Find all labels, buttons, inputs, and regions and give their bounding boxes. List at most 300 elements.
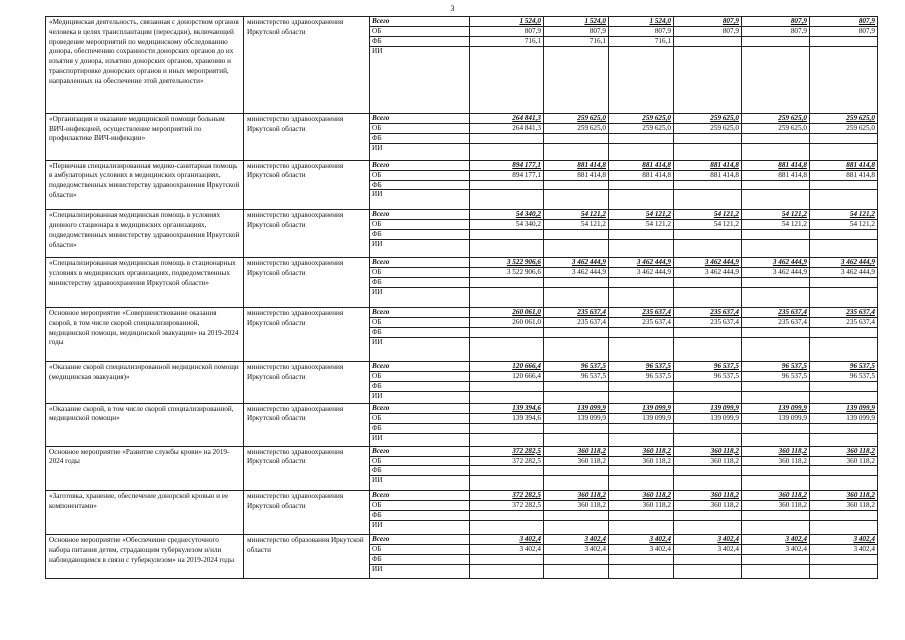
amount-value: 3 402,4 xyxy=(853,535,875,544)
amount-cell xyxy=(470,381,544,391)
amount-cell xyxy=(544,230,609,240)
funding-source-label: ОБ xyxy=(370,123,470,133)
amount-cell xyxy=(674,361,742,371)
amount-value: 259 625,0 xyxy=(577,113,606,122)
amount-cell xyxy=(674,180,742,190)
amount-cell xyxy=(470,337,544,361)
amount-cell xyxy=(544,36,609,46)
amount-cell xyxy=(810,381,878,391)
amount-cell xyxy=(742,17,810,27)
amount-cell xyxy=(544,545,609,555)
amount-cell xyxy=(544,27,609,37)
amount-cell xyxy=(742,413,810,423)
funding-source-label: ОБ xyxy=(370,268,470,278)
amount-value: 3 522 906,6 xyxy=(506,268,541,277)
amount-value: 259 625,0 xyxy=(642,123,671,132)
amount-cell xyxy=(609,308,674,318)
amount-cell xyxy=(810,371,878,381)
amount-cell xyxy=(609,403,674,413)
funding-source-label: ИИ xyxy=(370,240,470,258)
executor-name: министерство здравоохранения Иркутской области xyxy=(244,446,370,491)
amount-cell xyxy=(609,337,674,361)
amount-cell xyxy=(609,210,674,220)
amount-value: 235 637,4 xyxy=(846,308,875,317)
amount-value: 259 625,0 xyxy=(846,113,875,122)
amount-value: 360 118,2 xyxy=(710,491,739,500)
amount-cell xyxy=(674,555,742,565)
table-row xyxy=(46,491,878,501)
amount-cell xyxy=(544,501,609,511)
amount-cell xyxy=(544,403,609,413)
amount-cell xyxy=(810,545,878,555)
amount-cell xyxy=(609,491,674,501)
activity-name: «Заготовка, хранение, обеспечение донорской кровью и ее компонентами» xyxy=(46,491,244,535)
table-row xyxy=(46,17,878,27)
amount-cell xyxy=(742,381,810,391)
amount-cell xyxy=(470,113,544,123)
amount-value: 807,9 xyxy=(858,17,875,25)
amount-cell xyxy=(810,17,878,27)
amount-cell xyxy=(742,501,810,511)
amount-value: 716,1 xyxy=(654,36,671,45)
amount-cell xyxy=(810,456,878,466)
amount-cell xyxy=(470,423,544,433)
amount-cell xyxy=(742,391,810,403)
amount-cell xyxy=(674,545,742,555)
amount-value: 3 402,4 xyxy=(649,535,671,544)
funding-source-label: Всего xyxy=(370,403,470,413)
amount-cell xyxy=(674,308,742,318)
table-row xyxy=(46,535,878,545)
amount-value: 360 118,2 xyxy=(846,456,875,465)
amount-cell xyxy=(609,230,674,240)
amount-cell xyxy=(544,288,609,308)
amount-value: 3 522 906,6 xyxy=(506,258,541,267)
funding-source-label: ОБ xyxy=(370,318,470,328)
amount-cell xyxy=(470,391,544,403)
amount-value: 360 118,2 xyxy=(577,446,606,455)
amount-value: 259 625,0 xyxy=(846,123,875,132)
amount-value: 260 061,0 xyxy=(512,318,541,327)
amount-cell xyxy=(609,564,674,578)
amount-value: 360 118,2 xyxy=(642,501,671,510)
amount-cell xyxy=(544,268,609,278)
amount-value: 3 462 444,9 xyxy=(571,258,606,267)
activity-name: «Оказание скорой специализированной медицинской помощи (медицинская эвакуация)» xyxy=(46,361,244,403)
funding-source-label: Всего xyxy=(370,491,470,501)
activity-name: Основное мероприятие «Обеспечение среднесуточного набора питания детям, страдающим туберкулезом и/или наблюдающимся в связи с туберкулезом» на 2019-2024 годы xyxy=(46,535,244,579)
amount-cell xyxy=(609,46,674,113)
amount-value: 3 462 444,9 xyxy=(636,268,671,277)
amount-cell xyxy=(609,423,674,433)
amount-cell xyxy=(742,476,810,491)
amount-value: 807,9 xyxy=(589,27,606,35)
amount-cell xyxy=(544,190,609,210)
amount-value: 716,1 xyxy=(589,36,606,45)
amount-cell xyxy=(742,521,810,535)
amount-cell xyxy=(544,318,609,328)
activity-name: «Медицинская деятельность, связанная с донорством органов человека в целях трансплантации (пересадки), включающей проведение мероприятий по медицинскому обследованию донора, обеспечению сохранности донорских органов до их изъятия у донора, изъятию донорских органов, хранению и транспортировке донорских органов и иных мероприятий, направленных на обеспечение этой деятельности» xyxy=(46,17,244,114)
amount-cell xyxy=(742,511,810,521)
amount-value: 139 099,9 xyxy=(642,413,671,422)
amount-cell xyxy=(609,190,674,210)
executor-name: министерство здравоохранения Иркутской области xyxy=(244,17,370,114)
amount-cell xyxy=(609,123,674,133)
amount-value: 139 394,6 xyxy=(512,403,541,412)
amount-cell xyxy=(609,466,674,476)
amount-cell xyxy=(810,27,878,37)
funding-source-label: ОБ xyxy=(370,371,470,381)
amount-cell xyxy=(609,160,674,170)
amount-cell xyxy=(810,113,878,123)
amount-value: 3 402,4 xyxy=(519,545,541,554)
amount-cell xyxy=(810,491,878,501)
amount-value: 807,9 xyxy=(654,27,671,35)
amount-cell xyxy=(674,27,742,37)
amount-cell xyxy=(544,391,609,403)
amount-cell xyxy=(742,545,810,555)
amount-value: 360 118,2 xyxy=(577,491,606,500)
table-row xyxy=(46,403,878,413)
amount-value: 3 402,4 xyxy=(717,545,739,554)
amount-value: 120 666,4 xyxy=(512,361,541,370)
amount-cell xyxy=(470,545,544,555)
amount-cell xyxy=(544,180,609,190)
amount-cell xyxy=(674,240,742,258)
amount-value: 96 537,5 xyxy=(781,371,807,380)
funding-source-label: Всего xyxy=(370,17,470,27)
amount-value: 54 121,2 xyxy=(849,220,875,229)
activity-name: Основное мероприятие «Совершенствование оказания скорой, в том числе скорой специализированной, медицинской помощи, медицинской эвакуации» на 2019-2024 годы xyxy=(46,308,244,362)
amount-value: 372 282,5 xyxy=(512,456,541,465)
amount-value: 264 841,3 xyxy=(512,113,541,122)
amount-cell xyxy=(609,288,674,308)
amount-value: 881 414,8 xyxy=(710,170,739,179)
amount-cell xyxy=(742,403,810,413)
amount-cell xyxy=(674,170,742,180)
amount-value: 139 099,9 xyxy=(846,403,875,412)
amount-cell xyxy=(544,535,609,545)
activity-name: «Организация и оказание медицинской помощи больным ВИЧ-инфекцией, осуществление мероприятий по профилактике ВИЧ-инфекции» xyxy=(46,113,244,160)
amount-cell xyxy=(674,113,742,123)
table-row xyxy=(46,160,878,170)
amount-cell xyxy=(742,555,810,565)
amount-cell xyxy=(674,123,742,133)
amount-value: 3 402,4 xyxy=(649,545,671,554)
amount-cell xyxy=(609,27,674,37)
amount-cell xyxy=(470,491,544,501)
amount-cell xyxy=(544,491,609,501)
activity-name: Основное мероприятие «Развитие службы крови» на 2019-2024 годы xyxy=(46,446,244,491)
amount-cell xyxy=(810,170,878,180)
amount-value: 3 462 444,9 xyxy=(840,258,875,267)
amount-value: 372 282,5 xyxy=(512,491,541,500)
amount-cell xyxy=(742,361,810,371)
amount-cell xyxy=(742,133,810,143)
amount-cell xyxy=(742,210,810,220)
amount-value: 807,9 xyxy=(722,17,739,25)
amount-value: 881 414,8 xyxy=(577,160,606,169)
amount-value: 120 666,4 xyxy=(512,371,541,380)
funding-source-label: Всего xyxy=(370,446,470,456)
amount-cell xyxy=(544,143,609,160)
executor-name: министерство здравоохранения Иркутской области xyxy=(244,491,370,535)
amount-value: 807,9 xyxy=(858,27,875,35)
amount-cell xyxy=(674,564,742,578)
amount-value: 372 282,5 xyxy=(512,501,541,510)
amount-value: 360 118,2 xyxy=(846,501,875,510)
amount-value: 96 537,5 xyxy=(713,361,739,370)
amount-cell xyxy=(674,327,742,337)
amount-value: 360 118,2 xyxy=(710,501,739,510)
amount-value: 881 414,8 xyxy=(710,160,739,169)
amount-value: 235 637,4 xyxy=(710,318,739,327)
amount-cell xyxy=(810,403,878,413)
funding-source-label: ФБ xyxy=(370,230,470,240)
funding-source-label: ОБ xyxy=(370,501,470,511)
amount-cell xyxy=(544,278,609,288)
amount-cell xyxy=(674,190,742,210)
amount-cell xyxy=(810,423,878,433)
amount-value: 3 402,4 xyxy=(717,535,739,544)
funding-source-label: Всего xyxy=(370,361,470,371)
amount-cell xyxy=(609,170,674,180)
amount-cell xyxy=(470,433,544,446)
amount-value: 807,9 xyxy=(790,17,807,25)
amount-cell xyxy=(742,466,810,476)
amount-cell xyxy=(810,564,878,578)
amount-value: 3 402,4 xyxy=(519,535,541,544)
amount-cell xyxy=(810,433,878,446)
table-row xyxy=(46,113,878,123)
amount-cell xyxy=(609,545,674,555)
amount-value: 881 414,8 xyxy=(778,160,807,169)
amount-cell xyxy=(470,36,544,46)
amount-value: 96 537,5 xyxy=(645,371,671,380)
amount-cell xyxy=(742,113,810,123)
amount-value: 3 462 444,9 xyxy=(772,258,807,267)
amount-cell xyxy=(470,278,544,288)
amount-value: 3 462 444,9 xyxy=(772,268,807,277)
amount-cell xyxy=(674,278,742,288)
amount-cell xyxy=(742,143,810,160)
amount-cell xyxy=(810,46,878,113)
amount-cell xyxy=(544,258,609,268)
amount-cell xyxy=(674,391,742,403)
amount-value: 1 524,0 xyxy=(649,17,671,25)
amount-cell xyxy=(609,535,674,545)
amount-cell xyxy=(674,36,742,46)
amount-cell xyxy=(544,555,609,565)
amount-cell xyxy=(544,466,609,476)
amount-cell xyxy=(742,278,810,288)
amount-cell xyxy=(674,230,742,240)
amount-value: 235 637,4 xyxy=(577,308,606,317)
amount-value: 54 121,2 xyxy=(781,210,807,219)
amount-value: 235 637,4 xyxy=(577,318,606,327)
amount-cell xyxy=(544,133,609,143)
amount-cell xyxy=(742,258,810,268)
amount-value: 716,1 xyxy=(524,36,541,45)
amount-cell xyxy=(810,143,878,160)
amount-cell xyxy=(470,413,544,423)
amount-value: 139 099,9 xyxy=(778,403,807,412)
amount-cell xyxy=(810,337,878,361)
amount-cell xyxy=(742,180,810,190)
amount-cell xyxy=(609,180,674,190)
amount-cell xyxy=(742,36,810,46)
amount-cell xyxy=(674,476,742,491)
amount-cell xyxy=(674,268,742,278)
amount-cell xyxy=(609,555,674,565)
amount-cell xyxy=(544,423,609,433)
amount-value: 360 118,2 xyxy=(642,491,671,500)
amount-cell xyxy=(470,17,544,27)
amount-cell xyxy=(674,160,742,170)
executor-name: министерство образования Иркутской области xyxy=(244,535,370,579)
amount-value: 54 340,2 xyxy=(515,210,541,219)
amount-cell xyxy=(470,511,544,521)
amount-value: 3 462 444,9 xyxy=(704,258,739,267)
amount-cell xyxy=(674,521,742,535)
amount-cell xyxy=(544,327,609,337)
amount-value: 96 537,5 xyxy=(849,371,875,380)
funding-source-label: ФБ xyxy=(370,555,470,565)
amount-cell xyxy=(544,361,609,371)
amount-cell xyxy=(544,511,609,521)
amount-value: 54 121,2 xyxy=(849,210,875,219)
amount-cell xyxy=(742,371,810,381)
amount-value: 235 637,4 xyxy=(710,308,739,317)
amount-cell xyxy=(470,180,544,190)
funding-source-label: ИИ xyxy=(370,391,470,403)
amount-cell xyxy=(810,327,878,337)
amount-value: 139 099,9 xyxy=(642,403,671,412)
amount-value: 54 121,2 xyxy=(713,210,739,219)
amount-value: 360 118,2 xyxy=(710,446,739,455)
table-body xyxy=(46,17,878,579)
amount-cell xyxy=(470,466,544,476)
amount-value: 360 118,2 xyxy=(846,446,875,455)
amount-value: 3 402,4 xyxy=(853,545,875,554)
amount-cell xyxy=(810,258,878,268)
amount-cell xyxy=(810,180,878,190)
amount-value: 264 841,3 xyxy=(512,123,541,132)
amount-cell xyxy=(742,456,810,466)
amount-cell xyxy=(742,564,810,578)
amount-cell xyxy=(810,511,878,521)
amount-cell xyxy=(742,327,810,337)
amount-value: 54 340,2 xyxy=(515,220,541,229)
amount-cell xyxy=(470,521,544,535)
funding-source-label: ФБ xyxy=(370,278,470,288)
amount-cell xyxy=(742,491,810,501)
funding-source-label: ОБ xyxy=(370,456,470,466)
table-row xyxy=(46,361,878,371)
funding-source-label: Всего xyxy=(370,308,470,318)
amount-cell xyxy=(810,210,878,220)
amount-cell xyxy=(544,446,609,456)
amount-cell xyxy=(470,240,544,258)
amount-value: 360 118,2 xyxy=(577,456,606,465)
amount-value: 54 121,2 xyxy=(781,220,807,229)
amount-cell xyxy=(470,535,544,545)
amount-value: 360 118,2 xyxy=(710,456,739,465)
amount-value: 96 537,5 xyxy=(713,371,739,380)
amount-cell xyxy=(609,133,674,143)
amount-cell xyxy=(609,456,674,466)
amount-value: 235 637,4 xyxy=(642,308,671,317)
table-row xyxy=(46,446,878,456)
funding-source-label: ОБ xyxy=(370,413,470,423)
amount-value: 235 637,4 xyxy=(642,318,671,327)
amount-value: 54 121,2 xyxy=(713,220,739,229)
funding-source-label: Всего xyxy=(370,535,470,545)
amount-value: 235 637,4 xyxy=(778,308,807,317)
amount-value: 259 625,0 xyxy=(710,113,739,122)
amount-cell xyxy=(674,456,742,466)
amount-cell xyxy=(674,423,742,433)
amount-value: 260 061,0 xyxy=(512,308,541,317)
funding-source-label: ОБ xyxy=(370,220,470,230)
amount-value: 360 118,2 xyxy=(778,491,807,500)
amount-value: 235 637,4 xyxy=(778,318,807,327)
amount-cell xyxy=(674,258,742,268)
activity-name: «Специализированная медицинская помощь в стационарных условиях в медицинских организациях, подведомственных министерству здравоохранения Иркутской области» xyxy=(46,258,244,308)
amount-cell xyxy=(470,258,544,268)
amount-value: 360 118,2 xyxy=(642,446,671,455)
amount-value: 881 414,8 xyxy=(642,160,671,169)
amount-cell xyxy=(674,288,742,308)
amount-cell xyxy=(742,337,810,361)
amount-cell xyxy=(810,308,878,318)
amount-cell xyxy=(609,278,674,288)
funding-source-label: ИИ xyxy=(370,143,470,160)
amount-cell xyxy=(544,564,609,578)
amount-cell xyxy=(544,220,609,230)
amount-cell xyxy=(470,46,544,113)
amount-cell xyxy=(544,476,609,491)
activity-name: «Специализированная медицинская помощь в условиях дневного стационара в медицинских организациях, подведомственных министерству здравоохранения Иркутской области» xyxy=(46,210,244,258)
amount-cell xyxy=(470,220,544,230)
funding-source-label: ФБ xyxy=(370,381,470,391)
funding-source-label: ОБ xyxy=(370,170,470,180)
amount-cell xyxy=(544,381,609,391)
amount-cell xyxy=(742,123,810,133)
amount-cell xyxy=(810,123,878,133)
amount-cell xyxy=(544,210,609,220)
amount-value: 1 524,0 xyxy=(519,17,541,25)
amount-cell xyxy=(810,278,878,288)
amount-cell xyxy=(810,230,878,240)
executor-name: министерство здравоохранения Иркутской области xyxy=(244,361,370,403)
amount-cell xyxy=(609,476,674,491)
activity-name: «Первичная специализированная медико-санитарная помощь в амбулаторных условиях в медицинских организациях, подведомственных министерству здравоохранения Иркутской области» xyxy=(46,160,244,210)
amount-cell xyxy=(742,190,810,210)
funding-source-label: ИИ xyxy=(370,46,470,113)
amount-cell xyxy=(810,318,878,328)
funding-source-label: ИИ xyxy=(370,337,470,361)
amount-cell xyxy=(609,371,674,381)
amount-value: 360 118,2 xyxy=(778,446,807,455)
amount-value: 96 537,5 xyxy=(580,371,606,380)
amount-value: 54 121,2 xyxy=(580,210,606,219)
amount-cell xyxy=(544,240,609,258)
amount-cell xyxy=(470,210,544,220)
amount-cell xyxy=(470,361,544,371)
amount-cell xyxy=(674,446,742,456)
amount-cell xyxy=(609,240,674,258)
